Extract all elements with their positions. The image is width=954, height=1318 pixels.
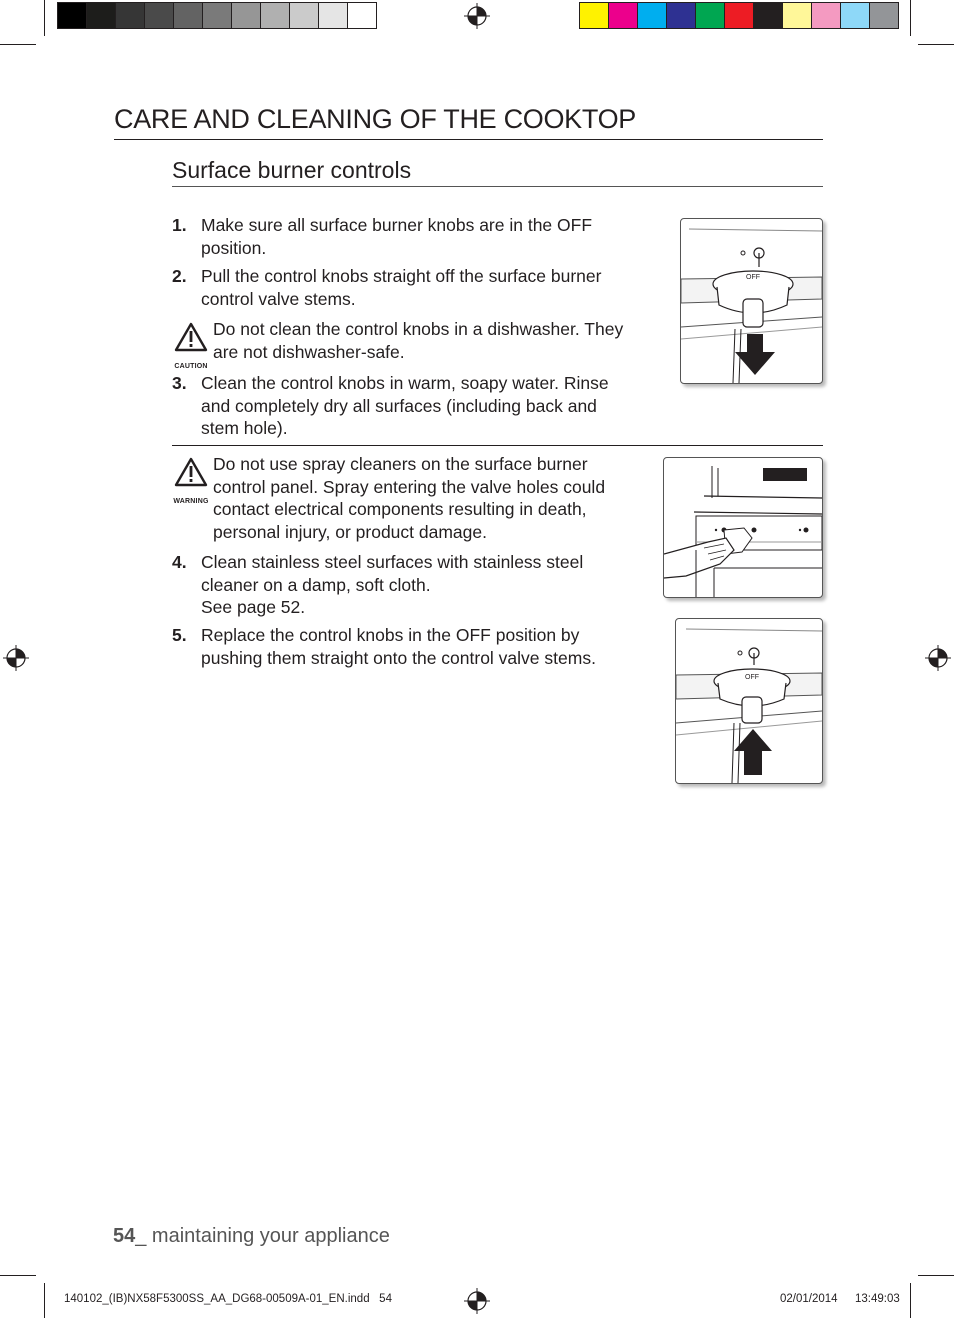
page-number: 54 [113,1225,136,1247]
divider-rule [172,445,823,446]
color-swatch [115,2,145,29]
caution-label: CAUTION [174,362,208,370]
figure-clean-panel [663,457,823,598]
warning-label: WARNING [173,497,209,505]
color-swatch [811,2,841,29]
section-rule [172,186,823,187]
knob-removal-illustration [681,219,822,383]
step-text: Pull the control knobs straight off the surface burner control valve stems. [201,266,602,309]
step-number: 5. [172,625,187,645]
color-swatch [86,2,116,29]
warning-text: Do not use spray cleaners on the surface burner control panel. Spray entering the valve holes could contact electrical components resulting in death, personal injury, or product damage. [213,454,606,542]
color-swatch [144,2,174,29]
crop-mark [0,44,36,45]
caution-text: Do not clean the control knobs in a dishwasher. They are not dishwasher-safe. [213,319,624,362]
step-number: 3. [172,373,187,393]
slug-date: 02/01/2014 [780,1293,838,1305]
color-swatch [173,2,203,29]
warning-badge [170,457,212,513]
warning-triangle-icon [174,457,208,487]
color-swatch [869,2,899,29]
crop-mark [910,1283,911,1318]
color-swatch [695,2,725,29]
color-swatch [289,2,319,29]
color-swatch [231,2,261,29]
registration-mark-icon [3,645,29,671]
knob-replacement-illustration [676,619,822,783]
color-swatch [840,2,870,29]
color-swatch [260,2,290,29]
crop-mark [44,0,45,36]
color-swatch [347,2,377,29]
step-text [201,551,611,619]
step-number: 1. [172,215,187,235]
slug-filename: 140102_(IB)NX58F5300SS_AA_DG68-00509A-01_EN.indd 54 [64,1293,392,1305]
step-text: Replace the control knobs in the OFF position by pushing them straight onto the control valve stems. [201,625,596,668]
page-footer-title: _ maintaining your appliance [135,1225,390,1247]
crop-mark [918,44,954,45]
step-text: Clean the control knobs in warm, soapy water. Rinse and completely dry all surfaces (including back and stem hole). [201,373,609,438]
color-swatch [666,2,696,29]
figure-replace-knob [675,618,823,784]
color-swatch [608,2,638,29]
page-title: CARE AND CLEANING OF THE COOKTOP [114,104,637,134]
step-4-page-reference: See page 52. [201,597,306,617]
color-swatch [637,2,667,29]
slug-time: 13:49:03 [855,1293,900,1305]
color-swatch [318,2,348,29]
step-text: Make sure all surface burner knobs are in the OFF position. [201,215,593,258]
registration-mark-icon [464,1288,490,1314]
page-footer [113,1225,390,1248]
crop-mark [44,1283,45,1318]
step-number: 4. [172,552,187,572]
caution-triangle-icon [174,322,208,352]
caution-badge [170,322,212,378]
color-swatch [753,2,783,29]
color-swatch [579,2,609,29]
crop-mark [910,0,911,36]
crop-mark [918,1275,954,1276]
crop-mark [0,1275,36,1276]
section-heading: Surface burner controls [172,157,412,183]
registration-mark-icon [925,645,951,671]
step-number: 2. [172,266,187,286]
color-swatch [782,2,812,29]
step-4-text: Clean stainless steel surfaces with stainless steel cleaner on a damp, soft cloth. [201,552,584,595]
color-swatch [202,2,232,29]
knob-off-label: OFF [745,674,759,681]
color-swatch [724,2,754,29]
figure-remove-knob [680,218,823,384]
knob-off-label: OFF [746,274,760,281]
title-rule [114,139,823,140]
panel-cleaning-illustration [664,458,822,597]
color-swatch [57,2,87,29]
registration-mark-icon [464,3,490,29]
